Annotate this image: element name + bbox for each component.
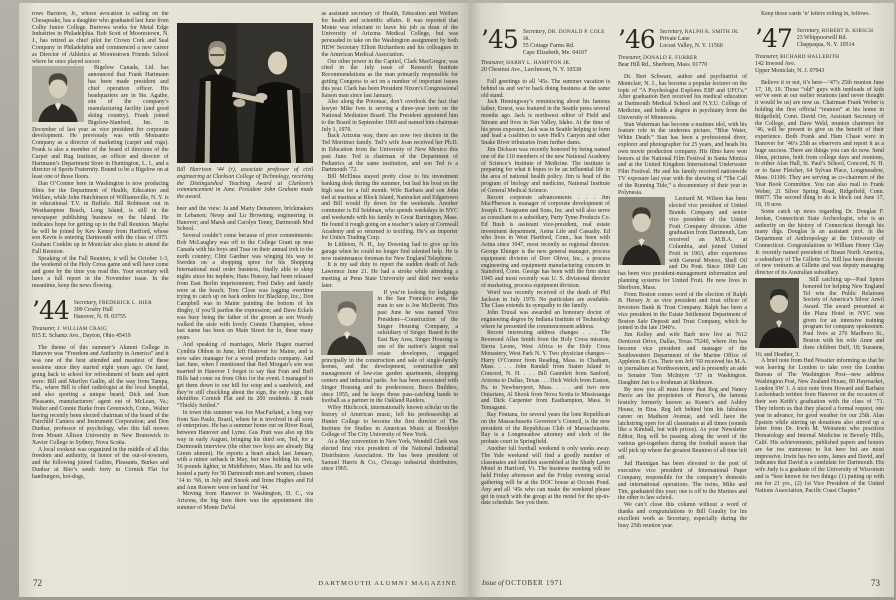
column-6 bbox=[755, 11, 884, 587]
class-notes-paragraph: Bigelow Canada, Ltd. has announced that Frank Hartmann has been made president and chief operation officer. His headquarters are in Ste. Agathe, site of the company’s manufacturing facility (and good skiing country). Frank joined Bigelow-Stanford, Inc. in December of last year as vice president for corporate development. He previously was with Monsanto Company as a director of marketing (carpet and rugs). Frank is also a member of the board of directors of the Carpet and Rug Institute, an officer and director of Hartmann’s Department Store in Huntington, L. I., and a director of Sports Fraternity. Bound to be a Bigelow on at least one of those floors. bbox=[32, 65, 169, 181]
treasurer-address-line: 142 Inwood Ave. bbox=[755, 60, 796, 67]
treasurer-block bbox=[32, 323, 169, 340]
class-notes-paragraph: Keep those cards ’n’ letters rolling in, fellows. bbox=[761, 11, 870, 17]
secretary-address-line: 23 Whippoorwill Rd. bbox=[796, 34, 847, 41]
class-notes-paragraph: Fall greetings to all ’45s. The summer vacation is behind us and we’re back doing business at the same old stand. bbox=[481, 79, 610, 99]
treasurer-address-line: Upper Montclair, N. J. 07043 bbox=[755, 67, 825, 74]
secretary-address-line: 55 Cottage Farms Rd. bbox=[522, 43, 575, 49]
class-notes-paragraph: And speaking of marriages, Merle Hagen married Cynthia Ohbon in June, left Hanover for Maine, and is now sales manager for a wood products company. And last June, when I mentioned that Red Morgan’s son was married in Hanover I forgot to say that Fran and Buff Hills had come on from Ohio for the event. I managed to get them down to our hill for soup and a sandwich, and they’re still chuckling about the sign, the only sign, that identifies Cornish Flat and its 200 residents. It reads “Thickly Settled.” bbox=[176, 341, 314, 410]
award-photo-graphic bbox=[177, 23, 314, 163]
secretary-address-line: Private Lane bbox=[659, 36, 690, 42]
treasurer-block bbox=[755, 51, 884, 75]
class-notes-paragraph: Dan O’Connor here in Washington is now producing films for the Department of Health, Education and Welfare, while John Hutchinson of Williamsville, N. Y. is in educational T.V. in Buffalo. Bill Robinson out in Westhampton Beach, Long Island, is still in the newspaper publishing business on the Island. He indicates hope for getting up to the Fall Reunion. Maybe he will be joined by Kev Kenny from Hartford, whose son Kevin is entering Dartmouth with the class of 1975. Graham Conklin up in Montclair also plans to attend the Fall Reunion. bbox=[32, 180, 169, 255]
secretary-block bbox=[660, 27, 747, 50]
issue-prefix: Issue of bbox=[482, 579, 504, 587]
secretary-label: Secretary, bbox=[659, 29, 684, 35]
secretary-address-line: Cape Elizabeth, Me. 04107 bbox=[522, 50, 588, 56]
treasurer-name: HARRY L. HAMPTON JR. bbox=[506, 60, 571, 66]
column-4 bbox=[481, 11, 610, 587]
secretary-name: ROBERT B. KIRSCH bbox=[821, 27, 874, 34]
treasurer-block bbox=[618, 52, 747, 69]
treasurer-label: Treasurer, bbox=[32, 325, 56, 332]
class-year-heading-44 bbox=[32, 290, 169, 345]
class-notes-paragraph: Moving from Hanover to Washington, D. C., via Arizona, the big item there was the appointment this summer of Monte DuVal bbox=[176, 491, 314, 512]
treasurer-name: RICHARD HALLERITH bbox=[780, 53, 840, 60]
class-notes-paragraph: Leonard M. Wilson has been elected vice president of United Brands Company and senior vice president of the United Fruit Company division. After graduation from Dartmouth, Len received an M.B.A. at Columbia, and joined United Fruit in 1963, after experience with General Motors, Shell Oil and Du Pont. Since 1969 Len has been vice president-management information and planning systems for United Fruit. He now lives in Sherborn, Mass. bbox=[618, 196, 747, 291]
class-notes-paragraph: The theme of this summer’s Alumni College in Hanover was “Freedom and Authority in America” and it was one of the best attended and meatiest of these sessions since they started eight years ago. On hand, going back to school for refreshment of brain and spirit were: Bill and Marilyn Gatlin, all the way from Tampa, Fla., where Bill is chief radiologist at the local hospital, and also sporting a unique beard; Dick and Joan Pleasants, manufacturers’ agent out of McLean, Va.; Walter and Connie Burke from Greenwich, Conn., Walter having recently been elected chairman of the board of the Fairchild Camera and Instrument Corporation; and Don Dunbar, professor of psychology, who this fall moves from Mount Allison University in New Brunswick to Xavier College in Sydney, Nova Scotia. bbox=[32, 344, 169, 446]
photo-leonard-wilson bbox=[618, 197, 665, 265]
secretary-name: RALPH K. SMITH JR. bbox=[684, 29, 740, 35]
class-notes-paragraph: Believe it or not, it’s here—’47’s 25th reunion June 17, 18, 19. Those “old” guys with tentloads of kids we’ve seen at our earlier reunions (and never thought it would be us) are now us. Chairman Frank Weber is holding the first official “reunion” at his home in Ridgefield, Conn. David Orr, Assistant Secretary of the College, and Dave Weld, reunion chairmen for ’46, will be present to give us the benefit of their experience. Both Frank and Ham Chase were in Hanover for ’46’s 25th as observers and report it as a huge success. There are things you can do now. Send films, pictures, both from college days and reunions, to either Alan Hall, St. Paul’s School, Concord, N. H. or to Saxe Fletcher, 64 Sylvan Place, Longmeadow, Mass. 01106. They are serving as co-chairmen of the Year Book Committee. You can also mail to Frank Weber, 21 Silver Spring Road, Ridgefield, Conn. 06877. The second thing to do is block out June 17, 18, 19 now. bbox=[755, 79, 884, 209]
class-notes-paragraph: We can’t close this column without a word of thanks and congratulations to Bill Graulty for his excellent work as Secretary, especially during the busy 25th reunion year. bbox=[618, 502, 747, 529]
class-year-heading-45 bbox=[481, 11, 610, 79]
secretary-address-line: Chappaqua, N. Y. 10514 bbox=[796, 41, 855, 48]
class-notes-paragraph: From Boston comes word of the election of Ralph B. Hersey Jr. as vice president and trust officer of Investors Bank & Trust Company. Ralph has been a vice president in the Estate Settlement Department of Boston Safe Deposit and Trust Company, which he joined in the late 1940’s. bbox=[618, 291, 747, 332]
photo-joe-mcdevitt bbox=[321, 291, 373, 355]
column-5 bbox=[618, 11, 747, 587]
treasurer-name: J. WILLIAM CRAIG bbox=[57, 325, 108, 332]
secretary-block bbox=[523, 27, 610, 57]
column-1 bbox=[32, 11, 169, 587]
issue-footer bbox=[482, 579, 563, 587]
class-notes-paragraph: as assistant secretary of Health, Education and Welfare for health and scientific affairs. It was reported that Monte was reluctant to leave his job as dean of the University of Arizona Medical College, but was persuaded to take on the Washington assignment by both HEW Secretary Elliott Richardson and his colleagues in the American Medical Association. bbox=[321, 11, 459, 58]
photo-caption: Bill Harrison ’44 (r), associate professor of civil engineering at Clarkson College of Technology, receiving the Distinguished Teaching Award at Clarkson’s commencement in June. President John Graham made the award. bbox=[176, 167, 314, 201]
photo-bill-harrison-award bbox=[177, 23, 314, 163]
class-notes-paragraph: Jud Hannigan has been elevated to the post of executive vice president of International Paper Company, responsible for the company’s domestic and international operations. The twins, Mike and Tim, graduated this year; one is off to the Marines and the other to law school. bbox=[618, 461, 747, 502]
class-notes-paragraph: Some catch up news regarding Dr. Douglas F. Jordan, Connecticut State Archeologist, who is an authority on the history of Connecticut through his many digs. Douglas is an assistant prof. in the Department of Anthropology at the University of Connecticut. Congratulations to William Henry Clay Jr. recently named president of Braun North America, a subsidiary of The Gillette Co. Bill has been director of new ventures at Gillette and was deputy managing director of its Australian subsidiary. bbox=[755, 208, 884, 277]
page-72-columns bbox=[19, 3, 469, 587]
class-notes-paragraph: Recent corporate advancements . . . Jim MacPherson is manager of corporate development of Joseph E. Seagrams and Sons, Inc. and will also serve as consultant to a subsidiary, Party Tyme Products Co. Ed Bush is assistant vice-president, real estate investment department, Aetna Life and Casualty. Ed who lives in West Hartford, Conn., has been with Aetna since 1947, most recently as regional director. George Ehinger is the new general manager, process equipment division of Dorr Oliver, Inc., a process engineering and equipment manufacturing concern in Stamford, Conn. George has been with the firm since 1945 and most recently was U. S. divisional director of marketing, process equipment division. bbox=[481, 194, 610, 289]
treasurer-address-line: 815 E. Schantz Ave., Dayton, Ohio 45419 bbox=[32, 332, 131, 339]
photo-paul-spiers bbox=[755, 278, 799, 348]
column-2 bbox=[177, 11, 314, 587]
page-number-73: 73 bbox=[871, 578, 880, 588]
class-notes-paragraph: Jim Kelley and wife Barb now live at 7612 Dentcrest Drive, Dallas, Texas 75240, where Jim has become vice president and manager of the Southwestern Department of the Marine Office of Appleton & Cox. Their son Jeff ’69 received his M.A. in journalism at Northwestern, and is presently an aide to Senator Tom McIntyre ’37 in Washington. Daughter Jan is a freshman at Skidmore. bbox=[618, 332, 747, 386]
class-notes-paragraph: Still catching up—Paul Spiers honored for helping New England Tel win the Public Relations Society of America’s Silver Anvil Award. The award presented at the Plaza Hotel in NYC was given for an intensive training program for company spokesmen. Paul lives at 276 Marlboro St., Boston with his wife Anne and three children Duff, 18; Suzanne, 16; and Heather, 3. bbox=[755, 276, 884, 358]
treasurer-block bbox=[481, 57, 610, 74]
class-notes-paragraph: Wiley Hitchcock, internationally known scholar on the history of American music, left his professorship at Hunter College to become the first director of The Institute for Studies in American Music at Brooklyn College of The City University of New York. bbox=[321, 405, 459, 439]
class-notes-paragraph: Ray Fontana, for several years the lone Republican on the Massachusetts Governor’s Council, is the new president of the Republican Club of Massachusetts. Ray is a Longmeadow attorney and clerk of the probate court in Springfield. bbox=[481, 412, 610, 446]
secretary-name: DR. DONALD P. COLE JR. bbox=[522, 29, 605, 42]
class-notes-paragraph: In Littleton, N. H., Jay Downing had to give up his garage when he could no longer find talented help. He is now maintenance foreman for New England Telephone. bbox=[321, 242, 459, 262]
page-number-72: 72 bbox=[33, 578, 42, 588]
class-year-numeral: ’44 bbox=[32, 295, 69, 325]
treasurer-label: Treasurer, bbox=[481, 60, 505, 66]
class-notes-paragraph: Our other power in the Capitol, Clark MacGregor, was cited in the July issue of Research Institute Recommendations as the man primarily responsible for getting Congress to act on a number of important issues this year. Clark has been President Nixon’s Congressional liaison man since last January. bbox=[321, 58, 459, 99]
class-notes-paragraph: Jack Hemingway’s reminiscing about his famous father, Ernest, was featured in the Seattle press several months ago. Jack is northwest editor of Field and Stream and lives in Sun Valley, Idaho. At the time of his press exposure, Jack was in Seattle helping to form and lead a coalition to save Hell’s Canyon and other Snake River tributaries from further dams. bbox=[481, 99, 610, 147]
class-notes-paragraph: Recent interesting address changes . . . The Reverend Allan Smith from the Holy Cross mission, Sierra Leone, West Africa to the Holy Cross Monastery, West Park N. Y. Two physician changes—Harry O’Connor from Reading, Mass. to Chatham, Mass. . . . John Randall from Staten Island to Concord, N. H. . . . Bill Gauntlett from Sanford, Arizona to Dallas, Texas . . . Dick Welch from Easton, Pa. to Newburyport, Mass. . . . and two new Ontarians, Al Shook from Nova Scotia to Mississauga and Dick Carpenter from Easthampton, Mass. to Temagami. bbox=[481, 330, 610, 412]
class-year-numeral: ’45 bbox=[481, 25, 518, 54]
column-3 bbox=[321, 11, 458, 587]
class-year-numeral: ’46 bbox=[618, 25, 655, 54]
secretary-name: FREDERICK L. HIER bbox=[98, 299, 152, 306]
page-73-columns bbox=[469, 3, 894, 587]
class-notes-paragraph: In town this summer was Joe MacFarland, a long way from Sao Paulo, Brazil, where he is involved in all sorts of enterprises. He has a summer home out on River Road, between Hanover and Lyme. Gus Pratt was also up this way in early August, bringing his third son, Ted, for a Dartmouth interview (the other two boys are already Big Green alumni). He reports a heart attack last January, with a minor setback in May, but now holding his own, 36 pounds lighter, in Middleboro, Mass. He and his wife hosted a party for 50 Dartmouth men and women, classes ’14 to ’66, in July and Snook and Irene Hughes and Ed and Ann Roewer were on hand for ’44. bbox=[176, 409, 314, 491]
class-notes-paragraph: Speaking of the Fall Reunion, it will be October 1-3, the weekend of the Holy Cross game and will have come and gone by the time you read this. Your secretary will have a full report in the November issue. In the meantime, keep the news flowing. bbox=[32, 255, 169, 289]
treasurer-name: DONALD E. FURBER bbox=[643, 55, 698, 61]
class-notes-paragraph: Back Arizona way, there are now two doctors in the Ted Mortimer family. Ted’s wife Joan received her Ph.D. in Education from the University of New Mexico this past June. Ted is chairman of the Department of Pediatrics at the same institution, and son Ted is a Dartmouth ’72. bbox=[321, 133, 459, 174]
magazine-title-footer: DARTMOUTH ALUMNI MAGAZINE bbox=[318, 580, 457, 587]
portrait-photo-graphic bbox=[32, 66, 84, 122]
page-73 bbox=[469, 3, 894, 597]
issue-date: OCTOBER 1971 bbox=[505, 579, 564, 587]
class-notes-paragraph: Word was recently received of the death of Phil Jackson in July 1970. No particulars are available. The Class extends its sympathy to the family. bbox=[481, 289, 610, 310]
class-notes-paragraph: At a May convention in New York, Wendell Clark was elected first vice president of the National Industrial Distributors Association. He has been president of Samuel Harris & Co., Chicago industrial distributors, since 1965. bbox=[321, 439, 459, 473]
secretary-address-line: Hanover, N. H. 03755 bbox=[73, 313, 126, 320]
photo-frank-hartmann bbox=[32, 66, 84, 122]
class-year-heading-47 bbox=[755, 18, 884, 80]
portrait-photo-graphic bbox=[321, 291, 373, 355]
page-72 bbox=[19, 3, 469, 597]
class-notes-paragraph: If you’re looking for lodgings in the San Francisco area, the man to see is Joe McDevitt. This past June he was named Vice President—Construction of the Singer Housing Company, a subsidiary of Singer. Based in the East Bay Area, Singer Housing is one of the nation’s largest real estate developers, engaged principally in the construction and sale of single-family homes, and the development, construction and management of low-rise garden apartments, shopping centers and industrial parks. Joe has been associated with Singer Housing and its predecessor, Besco Builders, since 1955, and he keeps those pass-catching hands in football as a partner in the Oakland Raiders. bbox=[321, 289, 459, 405]
treasurer-label: Treasurer, bbox=[618, 55, 642, 61]
class-notes-paragraph: beer and the view: Ja and Marty Densmore, brickmakers in Lebanon; Newp and Lu Browning, engineering in Hanover; and Marsh and Carolyn Tenny, Dartmouth Med School. bbox=[176, 205, 314, 233]
class-notes-paragraph: John Truxal was awarded an honorary doctor of engineering degree by Indiana Institute of Technology where he presented the commencement address. bbox=[481, 310, 610, 330]
secretary-label: Secretary, bbox=[522, 29, 547, 35]
secretary-block bbox=[797, 26, 884, 49]
portrait-photo-graphic bbox=[755, 278, 799, 348]
class-notes-paragraph: A brief note from Bud Nossiter informing us that he was leaving for London to take over the London Bureau of The Washington Post—new address Washington Post, New Zealand House, 80 Haymarket, London SW 1. A nice note from Howard and Barbara Luckenbach written from Hanover on the occasion of their son Keith’s graduation with the class of ’71. They inform us that they placed a formal request, one year in advance, for good weather for our 25th. Alan Epstein while stirring up donations also stirred up a letter from Dr. Irwin M. Weinstein who practices Hematology and Internal Medicine in Beverly Hills, Calif. His achievements, published papers and honors are far too numerous to list here but are most impressive. Irwin has two sons, James and David, and indicates that David is a candidate for Dartmouth. His wife Judy is a graduate of the University of Wisconsin and is “best known for two things: (1) putting up with me for 21 yrs., (2) 1st Vice President of the United Nations Association, Pacific Coast Chapter.” bbox=[755, 358, 884, 494]
treasurer-address-line: 20 Chestnut Ave., Larchmont, N. Y. 10538 bbox=[481, 67, 582, 73]
class-notes-paragraph: It is my sad duty to report the sudden death of Jack Lawrence June 21. He had a stroke while attending a meeting at Penn State University and died two weeks later. bbox=[321, 262, 459, 289]
class-notes-paragraph: rows Barstow, Jr., whose avocation is sailing on the Chesapeake, has a daughter who graduated last June from Colby Junior College. Burrows works for Metal Edge Industries in Philadelphia. Bob Scott of Moorestown, N. J., has retired as chief pilot for Crown Cork and Seal Company in Philadelphia and commenced a new career as Director of Athletics at Moorestown Friends School where he once played soccer. bbox=[32, 11, 169, 65]
class-year-heading-46 bbox=[618, 11, 747, 74]
class-notes-paragraph: Jim Dickson was recently honored by being named one of the 110 members of the new National Academy of Science’s Institute of Medicine. The institute is preparing for what it hopes to be an influential life in the area of national health policy. Jim is head of the program of biology and medicine, National Institute of General Medical Science. bbox=[481, 146, 610, 194]
treasurer-address-line: Bear Hill Rd., Sherborn, Mass. 01770 bbox=[618, 62, 708, 68]
treasurer-label: Treasurer, bbox=[755, 53, 779, 60]
secretary-address-line: Locust Valley, N. Y. 11560 bbox=[659, 43, 723, 49]
class-year-numeral: ’47 bbox=[755, 23, 792, 53]
class-notes-paragraph: By now you all must know that Reg and Nancy Pierce are the proprietors of Pierce’s, the famous hostelry formerly known as Keene’s and Ashley House, in Etna. Reg left behind him his fabulous career on Madison Avenue, and will have the latchstring open for all classmates at all times (sounds like a Kimball, but with prices). As your Newsletter Editor, Reg will be passing along the word of the various get-togethers during the football season that will pick up where the greatest Reunion of all time left off. bbox=[618, 386, 747, 461]
class-notes-paragraph: Another fall football weekend is only weeks away. The Yale weekend will find a goodly number of classmates and families assembled at the Shady Lawn Motel in Hartford, Vt. The business meeting will be held Friday afternoon and the Friday evening social gathering will be at the DOC house at Occum Pond. Any and all ’45s who can make the weekend please get in touch with the group at the motel for the up-to-date schedule. See you there. bbox=[481, 446, 610, 507]
secretary-address-line: 309 Crosby Hall bbox=[73, 306, 113, 313]
secretary-label: Secretary, bbox=[796, 27, 821, 34]
class-notes-paragraph: A local cookout was organized in the middle of all this freedom and authority, in honor of the out-of-towners, and the following joined Gatlins, Pleasants, Burkes and Dunbar at Bier’s south forty in Cornish Flat for hamburgers, hot-dogs, bbox=[32, 446, 169, 480]
class-notes-paragraph: Also along the Potomac, don’t overlook the fact that lawyer Mike Ives is serving a three-year term on the National Mediation Board. The President appointed him to the Board in September 1969 and named him chairman July 1, 1970. bbox=[321, 99, 459, 133]
secretary-label: Secretary, bbox=[73, 299, 98, 306]
class-notes-paragraph: Several couldn’t come because of prior commitments: Bob McLaughry was off to the College Grant up near Canada with his boys and Tuss on their annual trek to the north country; Clint Gardner was winging his way to Sweden on a shopping spree for his Shopping International mail order business, finally able to sleep nights since his nephew, Hans Huessy, had been released from East Berlin imprisonment; Fred Daley and family were at the beach; Tom Close was logging overtime trying to catch up on back orders for Blacktop, Inc.; Don Campbell was in Maine painting the bottom of his dinghy, if you’ll pardon the expression; and Dave Eckels was busy being the father of the groom as son Woody walked the aisle with lovely Connie Champion, whose last name has been on Main Street for lo, these many years. bbox=[176, 233, 314, 342]
class-notes-paragraph: Stan Waterman has become a matinee idol, with his feature role in the undersea picture, “Blue Water, White Death.” Stan has been a professional diver, explorer and photographer for 25 years, and heads his own movie production company. His films have won honors at the National Film Festival in Santa Monica and at the United Kingdom International Underwater Film Festival. He and his family received nationwide TV exposure last year with the showing of “The Call of the Running Tide,” a documentary of their year in Polynesia. bbox=[618, 121, 747, 196]
portrait-photo-graphic bbox=[618, 197, 665, 265]
class-notes-paragraph: Bill McElnea stayed pretty close to his investment banking desk during the summer, but had his boat on the high seas for a full month. Wife Barbara and son John tied at marinas at Block Island, Nantucket and Edgartown and Bill would fly down for the weekends. Another commuter is Ed Seidman, who spends weekdays in NYC and weekends with his family in Great Barrington, Mass. He found it rough going on a teacher’s salary at Cornwall Academy and so returned to textiling. He’s an importer for Unitex Trading Corp. bbox=[321, 174, 459, 242]
class-notes-paragraph: Dr. Bert Schwarz, author and psychiatrist of Montclair, N. J., has become a popular lecturer on the topic of “A Psychologist Explores ESP and UFO’s.” After graduation Bert received his medical education at Dartmouth Medical School and N.Y.U. College of Medicine, and holds a degree in psychiatry from the University of Minnesota. bbox=[618, 74, 747, 121]
secretary-block bbox=[74, 298, 169, 321]
